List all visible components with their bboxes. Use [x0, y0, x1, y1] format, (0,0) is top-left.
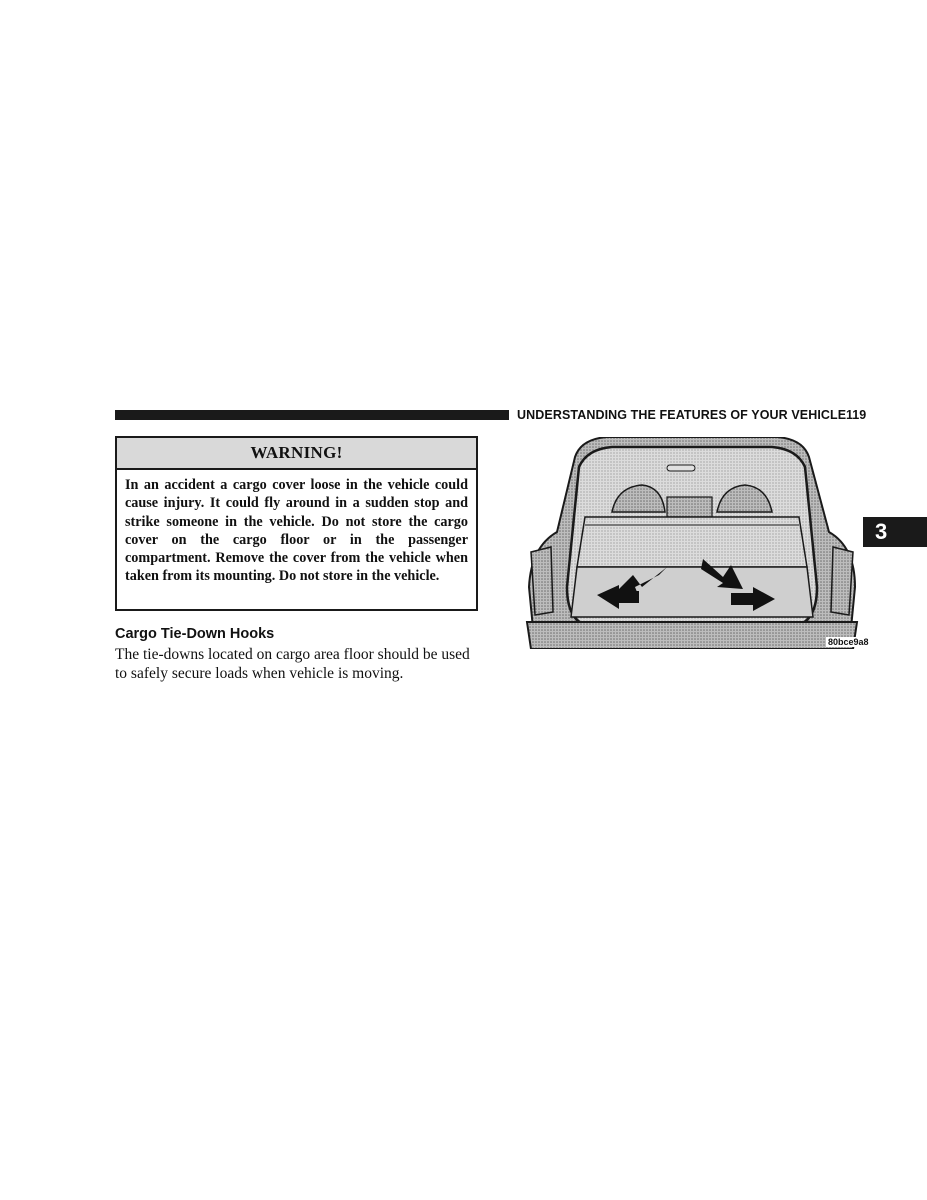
chapter-tab	[863, 517, 927, 547]
cargo-area-illustration	[517, 437, 867, 649]
running-header-title: UNDERSTANDING THE FEATURES OF YOUR VEHICLE	[517, 408, 847, 422]
figure-code: 80bce9a8	[828, 637, 869, 647]
warning-title: WARNING!	[117, 438, 476, 470]
section-heading: Cargo Tie-Down Hooks	[115, 626, 275, 642]
chapter-tab-label: 3	[875, 519, 888, 544]
vehicle-rear-drawing	[517, 437, 867, 649]
section-body: The tie-downs located on cargo area floor should be used to safely secure loads when vehicle is moving.	[115, 646, 470, 682]
header-rule	[115, 410, 509, 420]
warning-box	[115, 436, 478, 611]
page-number: 119	[846, 408, 867, 422]
warning-text: In an accident a cargo cover loose in the vehicle could cause injury. It could fly around in a sudden stop and strike someone in the vehicle. Do not store the cargo cover on the cargo floor or in the passenger compartment. Remove the cover from the vehicle when taken from its mounting. Do not store in the vehicle.	[125, 477, 468, 585]
